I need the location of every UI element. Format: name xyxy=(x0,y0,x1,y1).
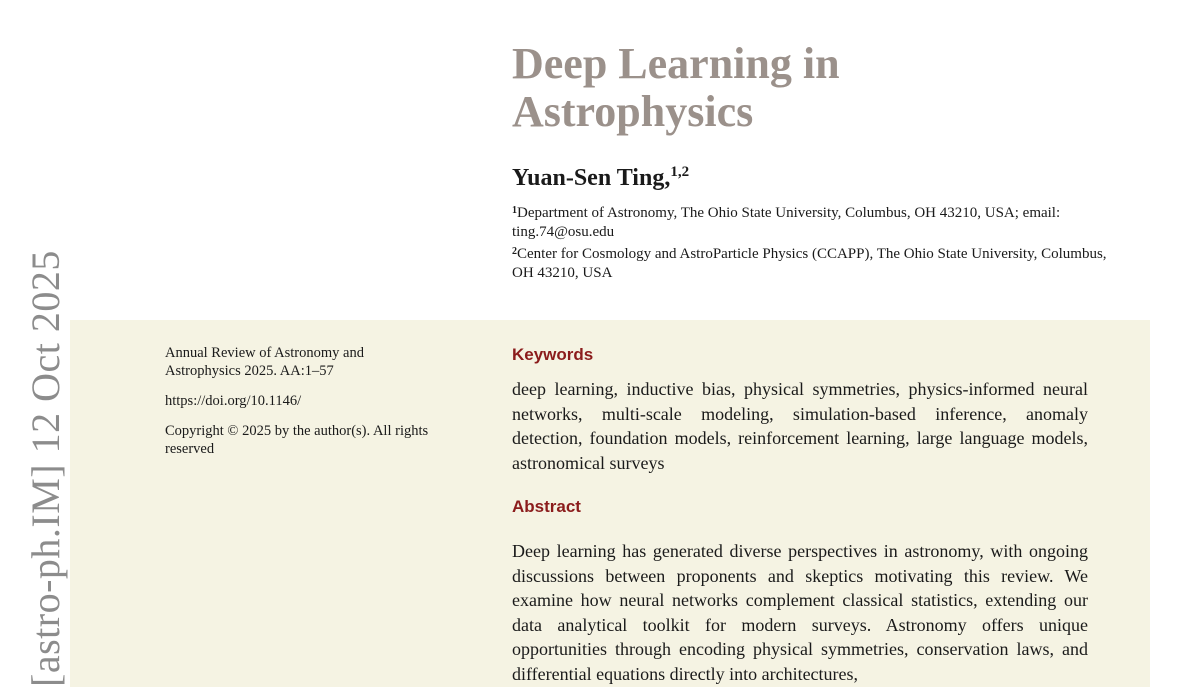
keywords-heading: Keywords xyxy=(512,345,594,364)
abstract-text: Deep learning has generated diverse perspectives in astronomy, with ongoing discussions between proponents and skeptics motivating this review. We examine how neural networks complement classical statistics, extending our data analytical toolkit for modern surveys. Astronomy offers unique opportunities through encoding physical symmetries, conservation laws, and differential equations directly into architectures, xyxy=(512,541,1088,684)
title-line-2: Astrophysics xyxy=(512,87,754,136)
affiliation-1 xyxy=(512,201,1112,242)
affiliation-text-1: Department of Astronomy, The Ohio State University, Columbus, OH 43210, USA; email: ting.74@osu.edu xyxy=(512,205,1061,240)
author xyxy=(512,164,689,192)
affiliation-mark-1: 1 xyxy=(512,205,517,216)
journal-citation: Annual Review of Astronomy and Astrophysics 2025. AA:1–57 xyxy=(165,345,364,379)
arxiv-stamp: [astro-ph.IM] 12 Oct 2025 xyxy=(23,250,68,687)
affiliations xyxy=(512,201,1112,283)
copyright-notice: Copyright © 2025 by the author(s). All rights reserved xyxy=(165,423,429,457)
keywords-text: deep learning, inductive bias, physical symmetries, physics-informed neural networks, multi-scale modeling, simulation-based inference, anomaly detection, foundation models, reinforcement learning, large language models, astronomical surveys xyxy=(512,379,1088,473)
affiliation-text-2: Center for Cosmology and AstroParticle Physics (CCAPP), The Ohio State University, Columbus, OH 43210, USA xyxy=(512,246,1107,281)
paper-title xyxy=(512,40,840,136)
author-affiliation-marks: 1,2 xyxy=(670,164,690,180)
abstract-heading: Abstract xyxy=(512,497,581,516)
doi-link[interactable]: https://doi.org/10.1146/ xyxy=(165,393,302,409)
affiliation-2 xyxy=(512,242,1112,283)
affiliation-mark-2: 2 xyxy=(512,246,517,257)
title-line-1: Deep Learning in xyxy=(512,39,840,88)
publication-meta xyxy=(165,344,435,470)
author-name: Yuan-Sen Ting, xyxy=(512,165,671,191)
